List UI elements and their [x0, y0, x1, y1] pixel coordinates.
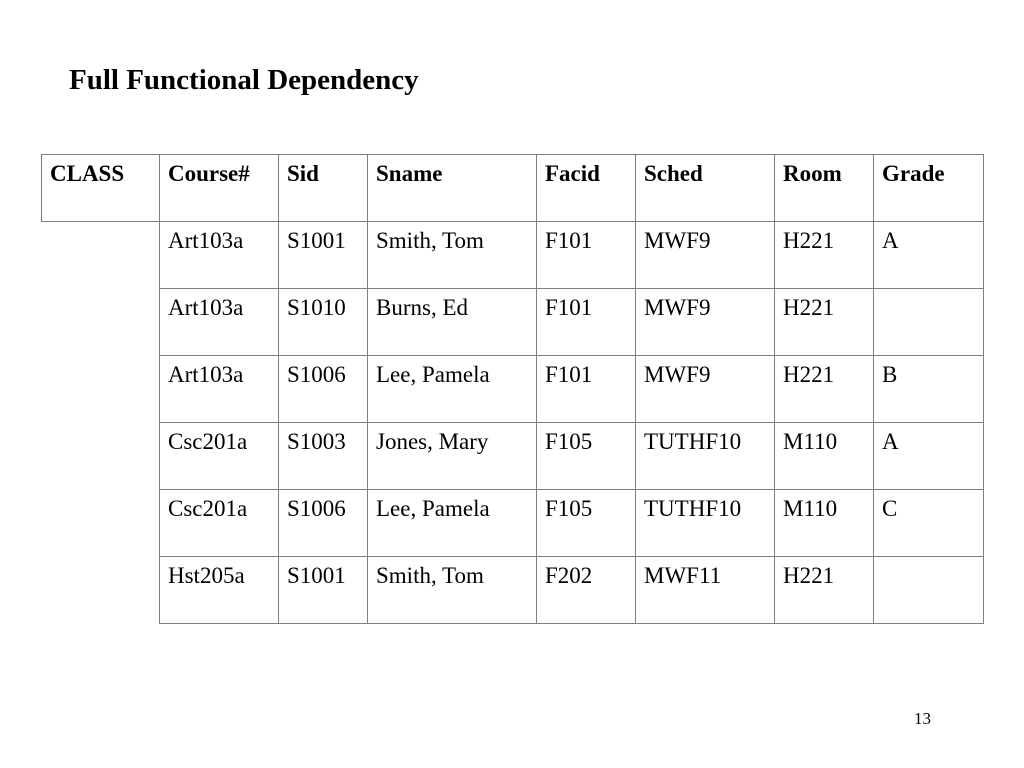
header-grade: Grade: [874, 155, 984, 222]
class-table: [41, 154, 984, 624]
cell-sname: Jones, Mary: [368, 423, 537, 490]
cell-grade: A: [874, 423, 984, 490]
cell-sname: Lee, Pamela: [368, 490, 537, 557]
cell-room: H221: [775, 557, 874, 624]
table-row: [42, 423, 984, 490]
cell-facid: F101: [537, 222, 636, 289]
cell-course: Art103a: [160, 289, 279, 356]
blank-cell: [42, 557, 160, 624]
cell-room: H221: [775, 289, 874, 356]
cell-sched: MWF11: [636, 557, 775, 624]
cell-facid: F101: [537, 289, 636, 356]
cell-sched: TUTHF10: [636, 490, 775, 557]
cell-facid: F101: [537, 356, 636, 423]
cell-course: Csc201a: [160, 423, 279, 490]
blank-cell: [42, 289, 160, 356]
cell-course: Hst205a: [160, 557, 279, 624]
cell-facid: F105: [537, 490, 636, 557]
blank-cell: [42, 423, 160, 490]
slide-title: Full Functional Dependency: [69, 64, 419, 96]
blank-cell: [42, 356, 160, 423]
cell-grade: B: [874, 356, 984, 423]
header-course: Course#: [160, 155, 279, 222]
cell-sched: TUTHF10: [636, 423, 775, 490]
header-class: CLASS: [42, 155, 160, 222]
table-row: [42, 222, 984, 289]
cell-facid: F105: [537, 423, 636, 490]
cell-course: Art103a: [160, 222, 279, 289]
cell-sid: S1001: [279, 557, 368, 624]
cell-course: Csc201a: [160, 490, 279, 557]
cell-sname: Smith, Tom: [368, 557, 537, 624]
cell-course: Art103a: [160, 356, 279, 423]
header-room: Room: [775, 155, 874, 222]
cell-room: H221: [775, 222, 874, 289]
table-row: [42, 356, 984, 423]
cell-sname: Burns, Ed: [368, 289, 537, 356]
header-sname: Sname: [368, 155, 537, 222]
cell-sid: S1006: [279, 356, 368, 423]
cell-room: H221: [775, 356, 874, 423]
page-number: 13: [914, 709, 931, 728]
cell-sid: S1003: [279, 423, 368, 490]
blank-cell: [42, 490, 160, 557]
table-row: [42, 490, 984, 557]
cell-sid: S1010: [279, 289, 368, 356]
cell-sname: Lee, Pamela: [368, 356, 537, 423]
header-facid: Facid: [537, 155, 636, 222]
cell-grade: C: [874, 490, 984, 557]
cell-room: M110: [775, 423, 874, 490]
table-row: [42, 557, 984, 624]
header-row: [42, 155, 984, 222]
cell-sched: MWF9: [636, 289, 775, 356]
cell-room: M110: [775, 490, 874, 557]
cell-sched: MWF9: [636, 356, 775, 423]
table-row: [42, 289, 984, 356]
cell-grade: A: [874, 222, 984, 289]
header-sid: Sid: [279, 155, 368, 222]
blank-cell: [42, 222, 160, 289]
cell-facid: F202: [537, 557, 636, 624]
cell-sid: S1006: [279, 490, 368, 557]
cell-grade: [874, 289, 984, 356]
cell-grade: [874, 557, 984, 624]
cell-sched: MWF9: [636, 222, 775, 289]
cell-sname: Smith, Tom: [368, 222, 537, 289]
header-sched: Sched: [636, 155, 775, 222]
cell-sid: S1001: [279, 222, 368, 289]
